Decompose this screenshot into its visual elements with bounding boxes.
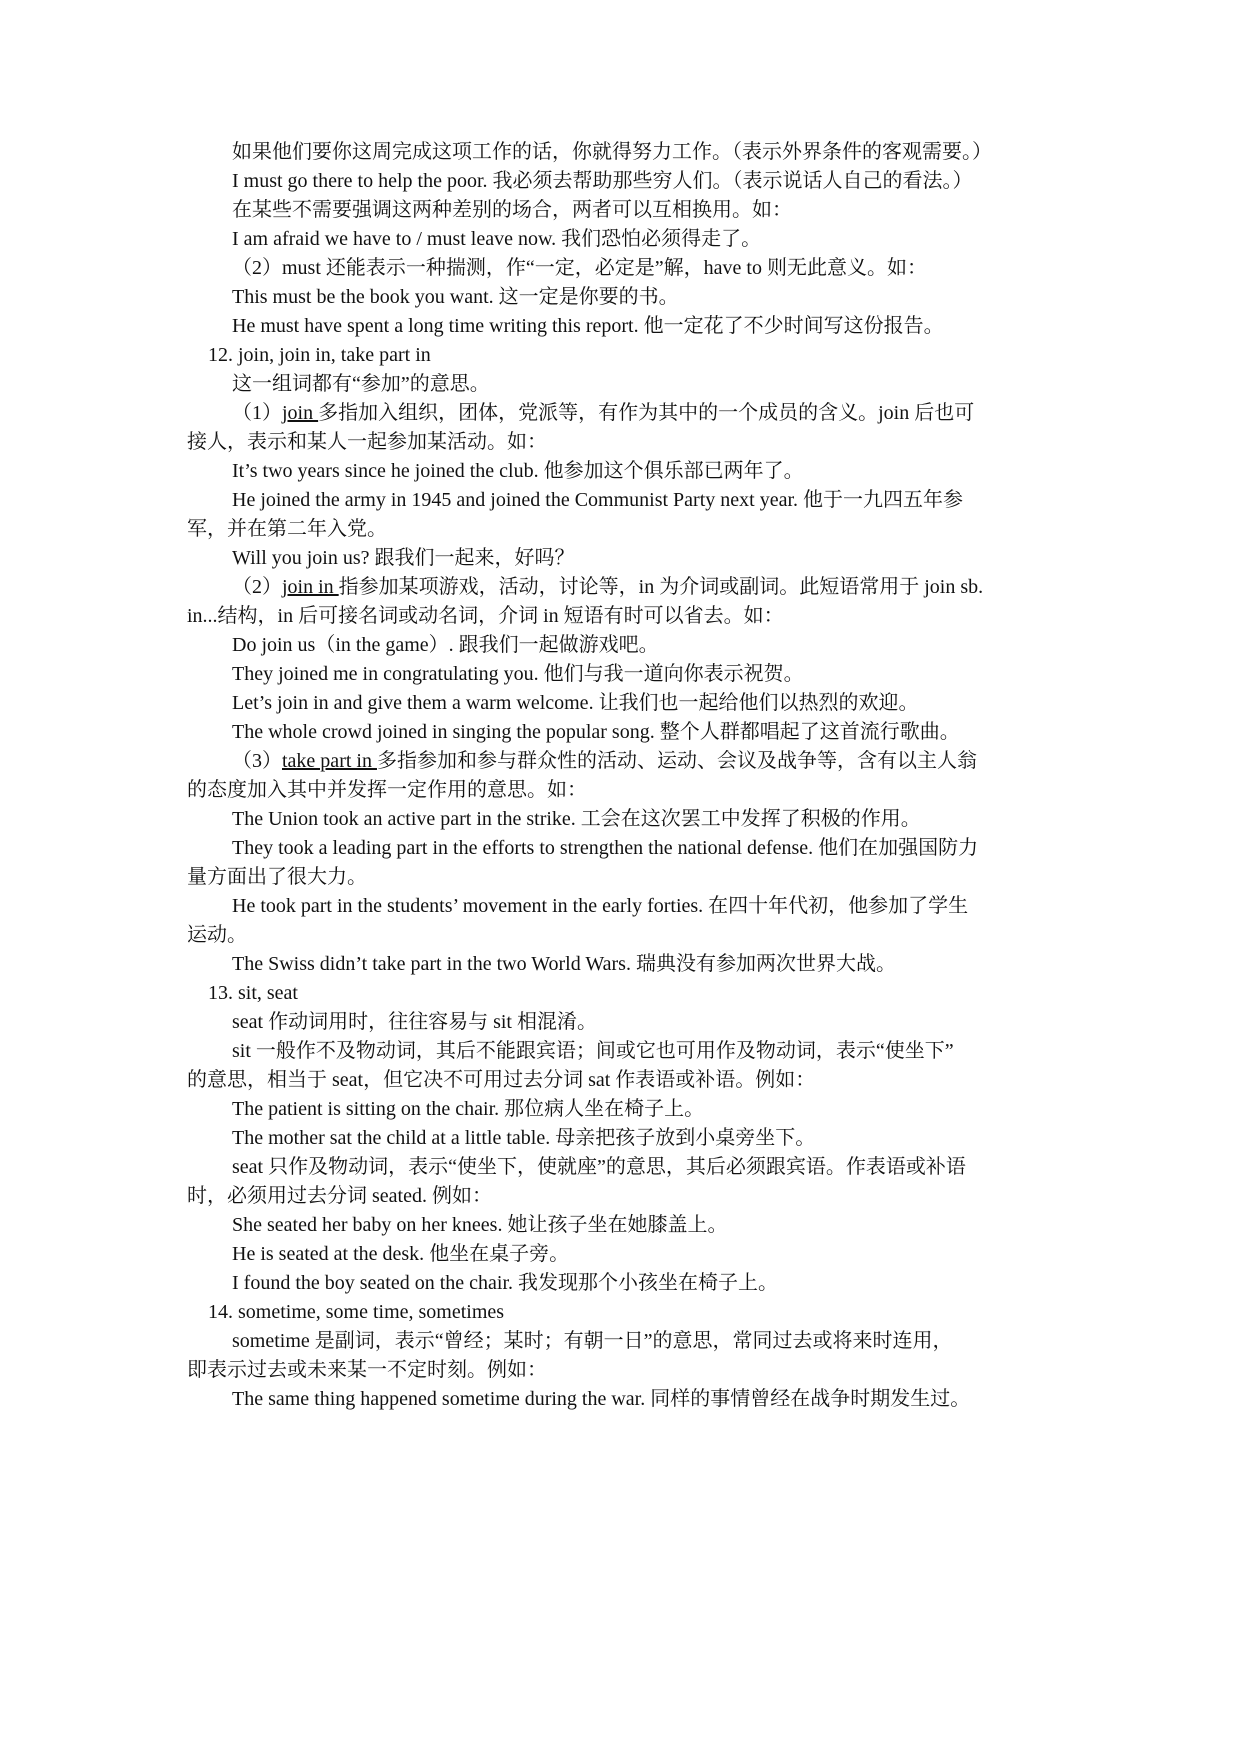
example-sentence: He took part in the students’ movement in the early forties. 在四十年代初，他参加了学生 [232, 895, 969, 917]
term-take-part-in: take part in [282, 750, 377, 772]
paragraph-line: sit 一般作不及物动词，其后不能跟宾语；间或它也可用作及物动词，表示“使坐下” [232, 1040, 954, 1062]
item-number: （3） [232, 750, 282, 772]
example-sentence: It’s two years since he joined the club. 他参加这个俱乐部已两年了。 [232, 460, 804, 482]
example-sentence: Let’s join in and give them a warm welcome. 让我们也一起给他们以热烈的欢迎。 [232, 692, 919, 714]
example-sentence: He must have spent a long time writing this report. 他一定花了不少时间写这份报告。 [232, 315, 944, 337]
example-sentence: The whole crowd joined in singing the popular song. 整个人群都唱起了这首流行歌曲。 [232, 721, 960, 743]
paragraph-line: 的态度加入其中并发挥一定作用的意思。如： [187, 779, 587, 801]
paragraph-line: 如果他们要你这周完成这项工作的话，你就得努力工作。（表示外界条件的客观需要。） [232, 141, 992, 163]
paragraph-line: 量方面出了很大力。 [187, 866, 367, 888]
paragraph-line [232, 573, 1102, 601]
example-sentence: They joined me in congratulating you. 他们与我一道向你表示祝贺。 [232, 663, 804, 685]
paragraph-line: （2）must 还能表示一种揣测，作“一定，必定是”解，have to 则无此意义。如： [232, 257, 927, 279]
paragraph-line: 军，并在第二年入党。 [187, 518, 387, 540]
paragraph-line: 接人，表示和某人一起参加某活动。如： [187, 431, 547, 453]
paragraph-line [232, 747, 1102, 775]
paragraph-line: 的意思，相当于 seat，但它决不可用过去分词 sat 作表语或补语。例如： [187, 1069, 816, 1091]
example-sentence: This must be the book you want. 这一定是你要的书。 [232, 286, 679, 308]
example-sentence: I found the boy seated on the chair. 我发现那个小孩坐在椅子上。 [232, 1272, 779, 1294]
example-sentence: He is seated at the desk. 他坐在桌子旁。 [232, 1243, 570, 1265]
section-heading-14: 14. sometime, some time, sometimes [208, 1301, 505, 1323]
example-sentence: The same thing happened sometime during the war. 同样的事情曾经在战争时期发生过。 [232, 1388, 971, 1410]
example-sentence: I am afraid we have to / must leave now. 我们恐怕必须得走了。 [232, 228, 762, 250]
item-number: （2） [232, 576, 282, 598]
item-text: 多指参加和参与群众性的活动、运动、会议及战争等，含有以主人翁 [376, 750, 977, 772]
paragraph-line: 即表示过去或未来某一不定时刻。例如： [187, 1359, 547, 1381]
example-sentence: She seated her baby on her knees. 她让孩子坐在她膝盖上。 [232, 1214, 728, 1236]
example-sentence: The patient is sitting on the chair. 那位病人坐在椅子上。 [232, 1098, 705, 1120]
paragraph-line: 这一组词都有“参加”的意思。 [232, 373, 490, 395]
example-sentence: He joined the army in 1945 and joined the Communist Party next year. 他于一九四五年参 [232, 489, 964, 511]
paragraph-line: in...结构，in 后可接名词或动名词，介词 in 短语有时可以省去。如： [187, 605, 784, 627]
example-sentence: They took a leading part in the efforts to strengthen the national defense. 他们在加强国防力 [232, 837, 979, 859]
example-sentence: The Swiss didn’t take part in the two World Wars. 瑞典没有参加两次世界大战。 [232, 953, 896, 975]
paragraph-line: 在某些不需要强调这两种差别的场合，两者可以互相换用。如： [232, 199, 792, 221]
paragraph-line: 运动。 [187, 924, 247, 946]
term-join: join [282, 402, 319, 424]
paragraph-line [232, 399, 1102, 427]
item-text: 指参加某项游戏，活动，讨论等，in 为介词或副词。此短语常用于 join sb. [338, 576, 984, 598]
example-sentence: The Union took an active part in the strike. 工会在这次罢工中发挥了积极的作用。 [232, 808, 921, 830]
item-text: 多指加入组织，团体，党派等，有作为其中的一个成员的含义。join 后也可 [318, 402, 975, 424]
paragraph-line: seat 只作及物动词，表示“使坐下，使就座”的意思，其后必须跟宾语。作表语或补语 [232, 1156, 966, 1178]
example-sentence: Do join us（in the game）. 跟我们一起做游戏吧。 [232, 634, 659, 656]
paragraph-line: 时，必须用过去分词 seated. 例如： [187, 1185, 492, 1207]
paragraph-line: seat 作动词用时，往往容易与 sit 相混淆。 [232, 1011, 597, 1033]
example-sentence: The mother sat the child at a little table. 母亲把孩子放到小桌旁坐下。 [232, 1127, 816, 1149]
section-heading-12: 12. join, join in, take part in [208, 344, 431, 366]
example-sentence: Will you join us? 跟我们一起来，好吗？ [232, 547, 575, 569]
example-sentence: I must go there to help the poor. 我必须去帮助那些穷人们。（表示说话人自己的看法。） [232, 170, 973, 192]
term-join-in: join in [282, 576, 339, 598]
paragraph-line: sometime 是副词，表示“曾经；某时；有朝一日”的意思，常同过去或将来时连用， [232, 1330, 953, 1352]
section-heading-13: 13. sit, seat [208, 982, 298, 1004]
item-number: （1） [232, 402, 282, 424]
